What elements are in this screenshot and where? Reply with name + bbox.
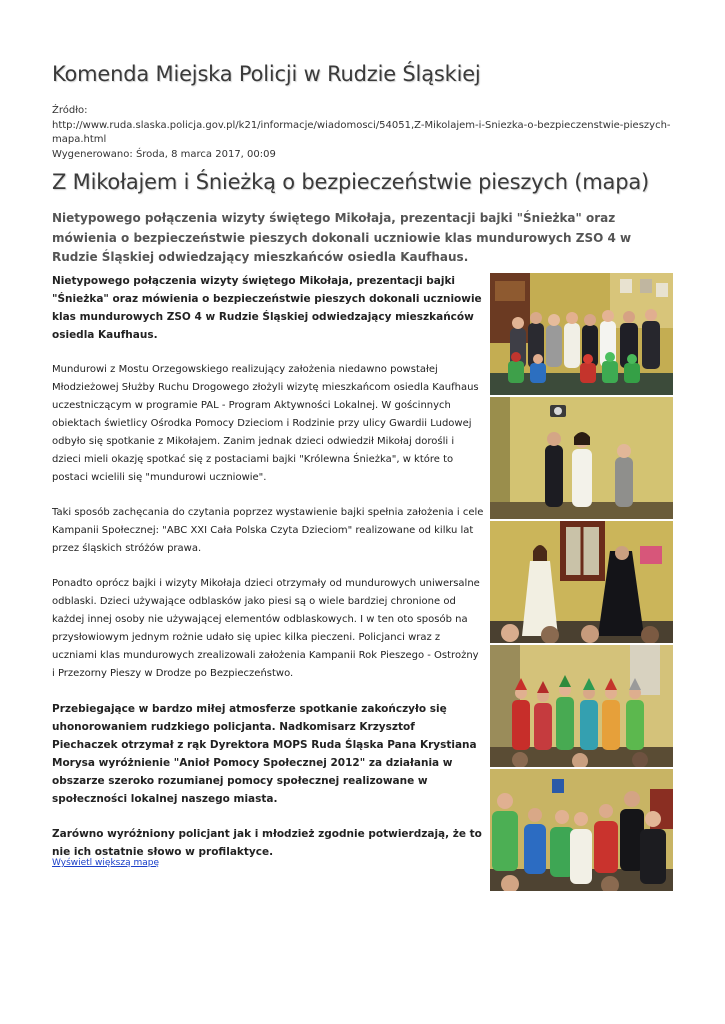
- article-lead: Nietypowego połączenia wizyty świętego Mikołaja, prezentacji bajki "Śnieżka" oraz mówienia o bezpieczeństwie pieszych dokonali uczniowie klas mundurowych ZSO 4 w Rudzie Śląskiej odwiedzający mieszkańców osiedla Kaufhaus.: [52, 211, 632, 264]
- article-title: Z Mikołajem i Śnieżką o bezpieczeństwie pieszych (mapa): [52, 170, 650, 194]
- performance-photo: [490, 397, 673, 519]
- generated-date: Wygenerowano: Środa, 8 marca 2017, 00:09: [52, 148, 276, 160]
- article-paragraph: Przebiegające w bardzo miłej atmosferze spotkanie zakończyło się uhonorowaniem rudzkiego policjanta. Nadkomisarz Krzysztof Piechaczek otrzymał z rąk Dyrektora MOPS Ruda Śląska Pana Krystiana Morysa wyróżnienie "Anioł Pomocy Społecznej 2012" za działania w obszarze szeroko rozumianej pomocy społecznej realizowane w społeczności lokalnej naszego miasta.: [52, 703, 477, 805]
- source-url: http://www.ruda.slaska.policja.gov.pl/k21/informacje/wiadomosci/54051,Z-Mikolajem-i-Sniezka-o-bezpieczenstwie-pieszych-mapa.html: [52, 119, 671, 145]
- source-label: Źródło:: [52, 105, 88, 116]
- dwarfs-photo: [490, 645, 673, 767]
- article-body: [52, 272, 484, 878]
- photo-column: [490, 273, 673, 893]
- article-paragraph: Mundurowi z Mostu Orzegowskiego realizujący założenia niedawno powstałej Młodzieżowej Służby Ruchu Drogowego złożyli wizytę mieszkańcom osiedla Kaufhaus uczestniczącym w programie PAL - Program Aktywności Lokalnej. W gościnnych obiektach świetlicy Ośrodka Pomocy Dzieciom i Rodzinie przy ulicy Gwardii Ludowej odbyło się spotkanie z Mikołajem. Zanim jednak dzieci odwiedził Mikołaj dorośli i dzieci mieli okazję spotkać się z postaciami bajki "Królewna Śnieżka", w które to postaci wcielili się "mundurowi uczniowie".: [52, 364, 479, 483]
- article-paragraph: Ponadto oprócz bajki i wizyty Mikołaja dzieci otrzymały od mundurowych uniwersalne odblaski. Dzieci używające odblasków jako piesi są o wiele bardziej chronione od każdej innej osoby nie używającej elementów odblaskowych. I w ten oto sposób na przysłowiowym jednym rożnie udało się upiec kilka pieczeni. Policjanci wraz z uczniami klas mundurowych zrealizowali założenia Kampanii Rok Pieszego - Ostrożny i Przezorny Pieszy w Drodze po Bezpieczeństwo.: [52, 578, 480, 679]
- article-paragraph: Taki sposób zachęcania do czytania poprzez wystawienie bajki spełnia założenia i cele Kampanii Społecznej: "ABC XXI Cała Polska Czyta Dzieciom" realizowane od kilku lat przez śląskich stróżów prawa.: [52, 507, 484, 554]
- site-title: Komenda Miejska Policji w Rudzie Śląskiej: [52, 62, 481, 86]
- group-photo: [490, 273, 673, 395]
- view-larger-map-link[interactable]: Wyświetl większą mapę: [52, 858, 159, 868]
- final-scene-photo: [490, 769, 673, 891]
- article-paragraph: Zarówno wyróżniony policjant jak i młodzież zgodnie potwierdzają, że to nie ich ostatnie słowo w profilaktyce.: [52, 828, 482, 858]
- article-paragraph: Nietypowego połączenia wizyty świętego Mikołaja, prezentacji bajki "Śnieżka" oraz mówienia o bezpieczeństwie pieszych dokonali uczniowie klas mundurowych ZSO 4 w Rudzie Śląskiej odwiedzający mieszkańców osiedla Kaufhaus.: [52, 275, 482, 341]
- source-meta: [52, 104, 672, 162]
- snow-white-scene-photo: [490, 521, 673, 643]
